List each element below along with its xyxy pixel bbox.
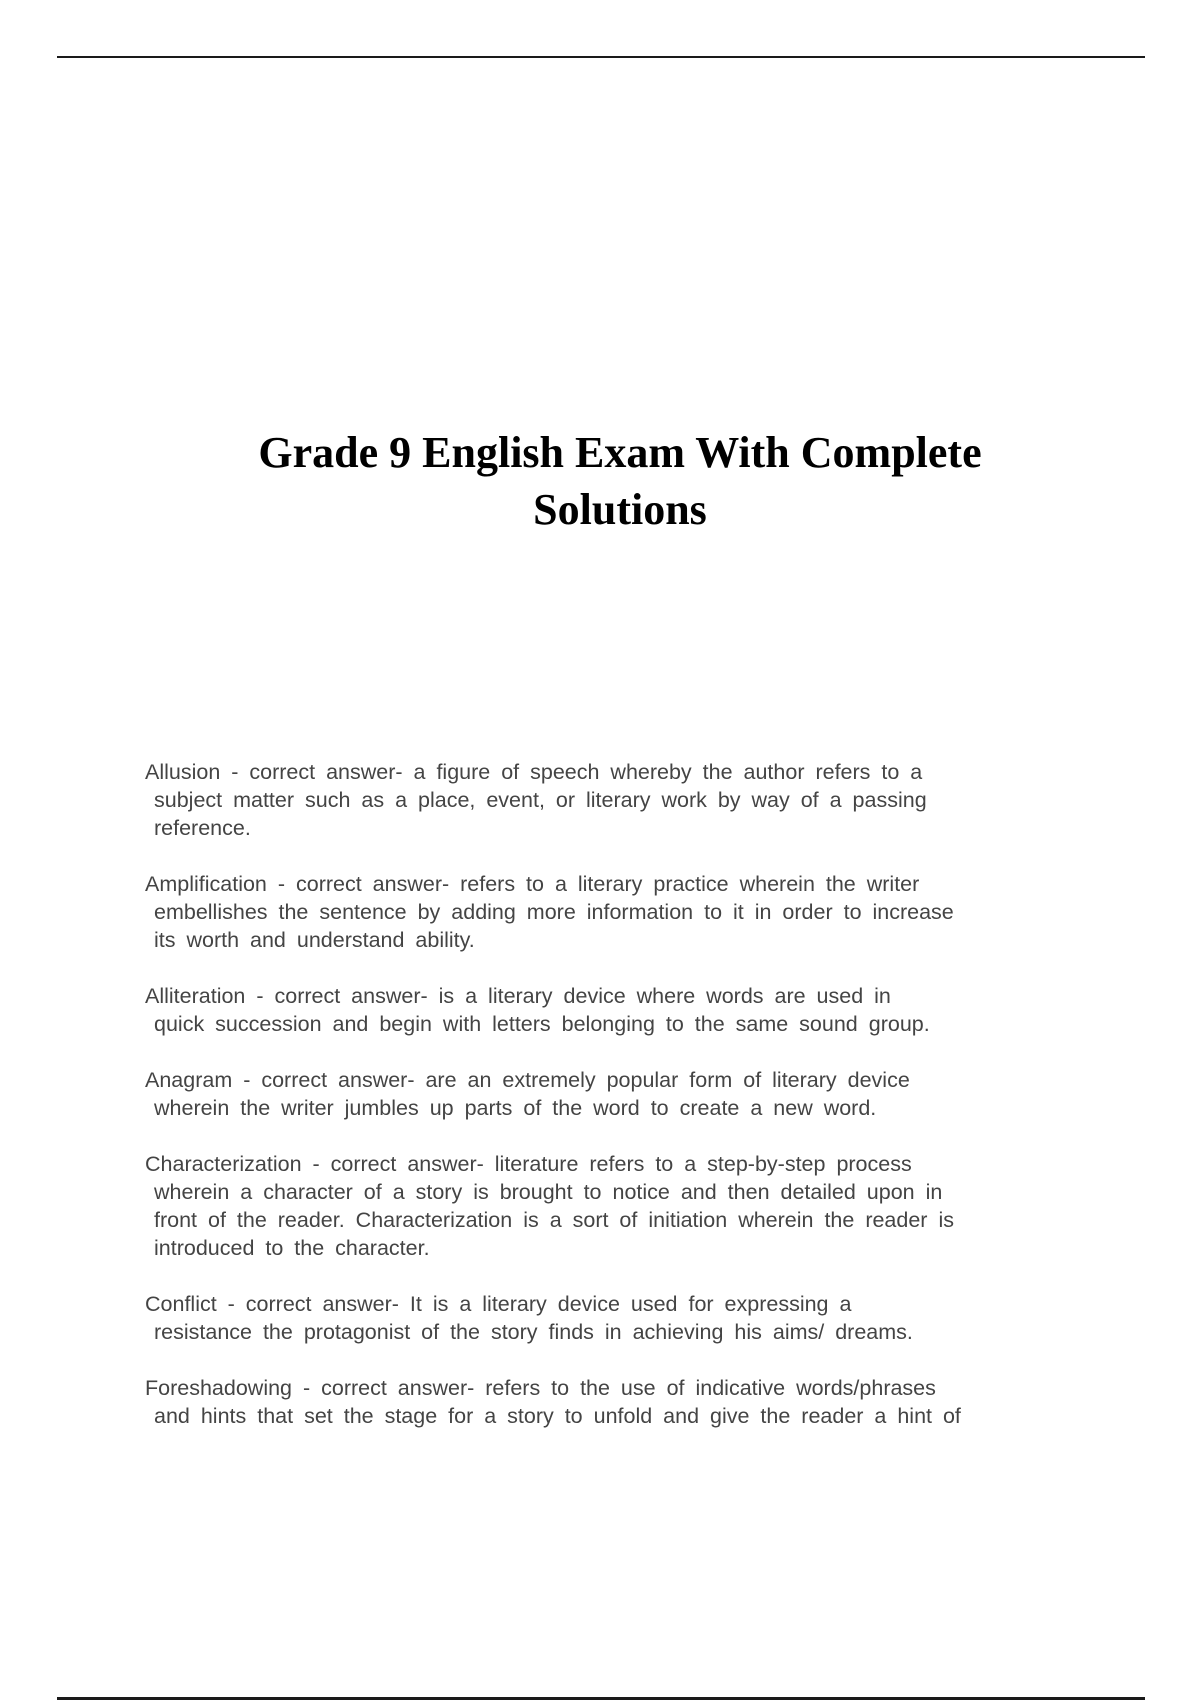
entry-line: quick succession and begin with letters belonging to the same sound group. [154, 1012, 930, 1036]
entry-line: resistance the protagonist of the story finds in achieving his aims/ dreams. [154, 1320, 913, 1344]
entry-line: wherein a character of a story is brought to notice and then detailed upon in [154, 1180, 943, 1204]
entry-line: Alliteration - correct answer- is a literary device where words are used in [145, 984, 891, 1008]
title-line-1: Grade 9 English Exam With Complete [258, 428, 982, 477]
entry-line: subject matter such as a place, event, or literary work by way of a passing [154, 788, 927, 812]
entry-line: Characterization - correct answer- literature refers to a step-by-step process [145, 1152, 912, 1176]
header-rule [57, 56, 1145, 58]
entry-line: Amplification - correct answer- refers to a literary practice wherein the writer [145, 872, 920, 896]
entry-line: Foreshadowing - correct answer- refers to the use of indicative words/phrases [145, 1376, 936, 1400]
entry-amplification [145, 870, 1090, 954]
entry-line: its worth and understand ability. [154, 928, 475, 952]
entry-line: introduced to the character. [154, 1236, 430, 1260]
entry-line: reference. [154, 816, 251, 840]
entry-anagram [145, 1066, 1090, 1122]
entry-characterization [145, 1150, 1090, 1262]
entry-foreshadowing [145, 1374, 1090, 1430]
entry-line: Conflict - correct answer- It is a literary device used for expressing a [145, 1292, 852, 1316]
entry-allusion [145, 758, 1090, 842]
entry-conflict [145, 1290, 1090, 1346]
entry-line: and hints that set the stage for a story to unfold and give the reader a hint of [154, 1404, 961, 1428]
entry-alliteration [145, 982, 1090, 1038]
entry-line: front of the reader. Characterization is a sort of initiation wherein the reader is [154, 1208, 954, 1232]
entry-line: embellishes the sentence by adding more information to it in order to increase [154, 900, 954, 924]
entry-line: wherein the writer jumbles up parts of the word to create a new word. [154, 1096, 877, 1120]
entry-line: Anagram - correct answer- are an extremely popular form of literary device [145, 1068, 910, 1092]
document-title [150, 424, 1090, 538]
title-line-2: Solutions [533, 485, 707, 534]
glossary-entries [145, 758, 1090, 1458]
entry-line: Allusion - correct answer- a figure of speech whereby the author refers to a [145, 760, 923, 784]
